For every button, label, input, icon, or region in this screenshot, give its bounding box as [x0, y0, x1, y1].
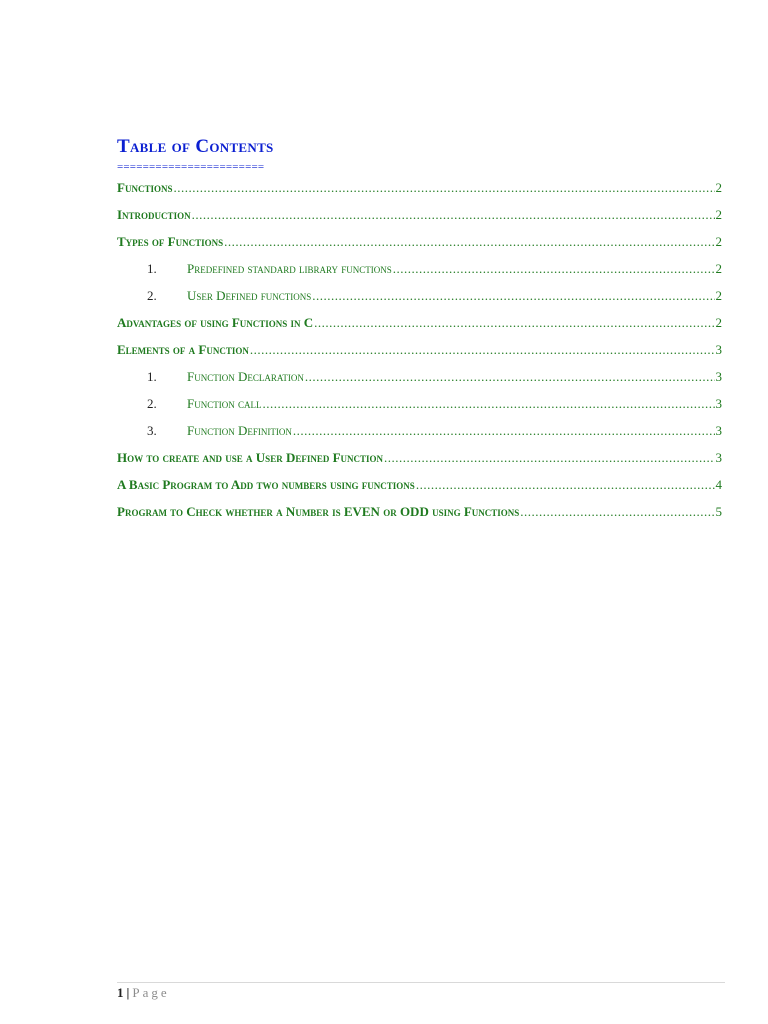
toc-dot-leader: [312, 288, 714, 304]
toc-entry[interactable]: [117, 207, 722, 234]
toc-entry-label: User Defined functions: [187, 288, 312, 303]
toc-dot-leader: [416, 477, 715, 493]
toc-entry-label: Function Declaration: [187, 369, 304, 384]
toc-entry[interactable]: [117, 477, 722, 504]
toc-entry[interactable]: [117, 423, 722, 450]
toc-entry-label: Predefined standard library functions: [187, 261, 392, 276]
toc-dot-leader: [250, 342, 715, 358]
toc-entry[interactable]: [117, 288, 722, 315]
toc-entry-page-number: 2: [715, 261, 722, 276]
toc-entry-label: Advantages of using Functions in C: [117, 315, 314, 330]
page-footer: [117, 985, 170, 1001]
footer-page-word: Page: [132, 985, 170, 1000]
toc-entry-label: Program to Check whether a Number is EVEN or ODD using Functions: [117, 504, 520, 519]
toc-entry[interactable]: [117, 234, 722, 261]
toc-entry-number: 2.: [147, 288, 157, 303]
toc-entry-page-number: 3: [715, 369, 722, 384]
toc-dot-leader: [393, 261, 715, 277]
toc-entry-label: How to create and use a User Defined Function: [117, 450, 384, 465]
toc-entry[interactable]: [117, 342, 722, 369]
toc-entry-page-number: 3: [715, 396, 722, 411]
toc-entry-page-number: 2: [715, 180, 722, 195]
toc-dot-leader: [224, 234, 714, 250]
toc-dot-leader: [293, 423, 715, 439]
toc-entry-number: 1.: [147, 261, 157, 276]
toc-entry[interactable]: [117, 315, 722, 342]
toc-entry-page-number: 4: [715, 477, 722, 492]
toc-entry-label: A Basic Program to Add two numbers using functions: [117, 477, 415, 492]
toc-entry-page-number: 2: [715, 288, 722, 303]
toc-dot-leader: [314, 315, 714, 331]
toc-entry-number: 2.: [147, 396, 157, 411]
toc-entry[interactable]: [117, 180, 722, 207]
toc-dot-leader: [520, 504, 714, 520]
toc-entry-number: 3.: [147, 423, 157, 438]
toc-title-underline: =======================: [117, 161, 265, 173]
footer-rule: [117, 982, 725, 983]
toc-entry-page-number: 5: [715, 504, 722, 519]
toc-dot-leader: [384, 450, 714, 466]
toc-entry-page-number: 2: [715, 315, 722, 330]
footer-page-number: 1: [117, 985, 124, 1000]
toc-dot-leader: [262, 396, 714, 412]
toc-entry-page-number: 3: [715, 450, 722, 465]
toc-dot-leader: [305, 369, 715, 385]
toc-entry-page-number: 3: [715, 423, 722, 438]
toc-title: Table of Contents: [117, 136, 274, 157]
toc-entry-page-number: 2: [715, 234, 722, 249]
toc-entry-label: Elements of a Function: [117, 342, 249, 357]
footer-separator: |: [126, 985, 130, 1000]
toc-entry[interactable]: [117, 261, 722, 288]
toc-entry[interactable]: [117, 450, 722, 477]
toc-dot-leader: [173, 180, 714, 196]
toc-entry-page-number: 2: [715, 207, 722, 222]
toc-entry-number: 1.: [147, 369, 157, 384]
toc-entry-label: Function call: [187, 396, 262, 411]
toc-dot-leader: [192, 207, 715, 223]
toc-entry-page-number: 3: [715, 342, 722, 357]
toc-list: [117, 180, 722, 531]
toc-entry-label: Function Definition: [187, 423, 292, 438]
toc-entry[interactable]: [117, 504, 722, 531]
toc-entry-label: Functions: [117, 180, 173, 195]
toc-entry-label: Introduction: [117, 207, 191, 222]
toc-entry[interactable]: [117, 396, 722, 423]
toc-entry-label: Types of Functions: [117, 234, 224, 249]
toc-entry[interactable]: [117, 369, 722, 396]
